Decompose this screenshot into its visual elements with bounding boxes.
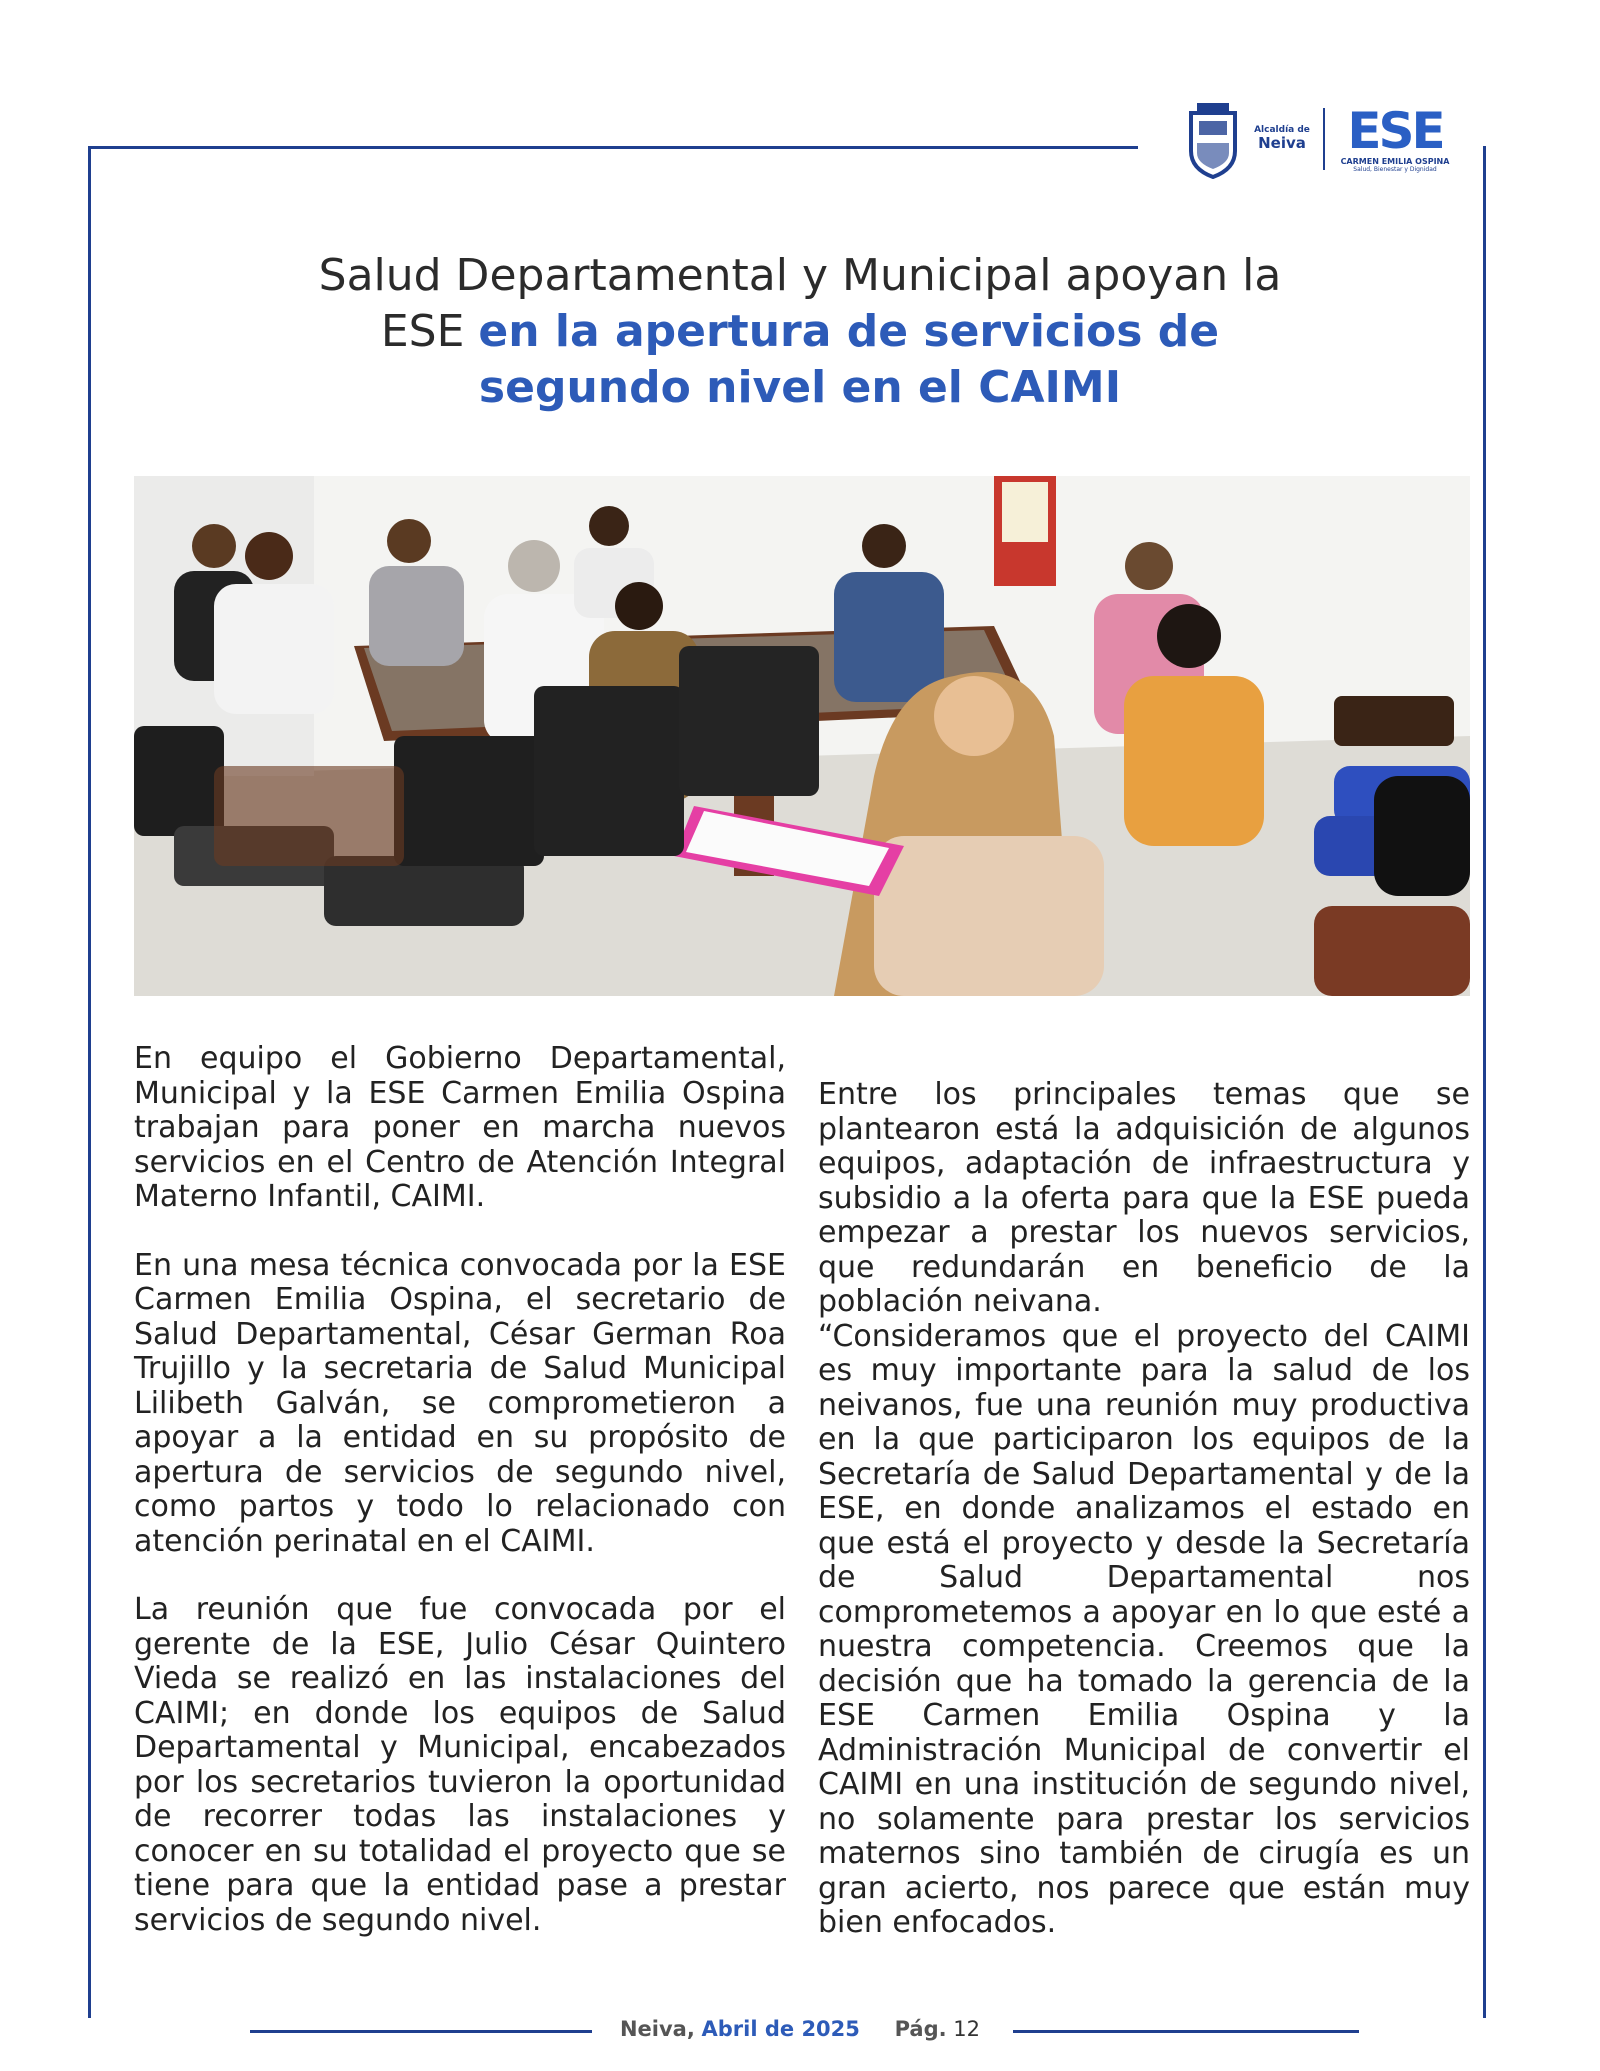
footer-page-label: Pág. xyxy=(894,2017,947,2041)
left-column xyxy=(134,1042,786,1972)
alcaldia-logo xyxy=(1251,126,1313,151)
article-title xyxy=(200,248,1400,416)
right-column xyxy=(818,1078,1470,1941)
logo-separator xyxy=(1323,108,1325,170)
page-footer xyxy=(600,2014,1000,2044)
footer-line-left xyxy=(250,2030,592,2033)
neiva-shield-icon xyxy=(1185,99,1241,179)
frame-right-line xyxy=(1483,146,1486,2018)
title-line-2-light: ESE xyxy=(380,306,479,357)
alcaldia-small-text: Alcaldía de xyxy=(1254,125,1310,136)
ese-mark: ESE xyxy=(1347,102,1443,160)
meeting-photo xyxy=(134,476,1470,996)
title-line-1: Salud Departamental y Municipal apoyan la xyxy=(318,250,1282,301)
left-paragraph-2: En una mesa técnica convocada por la ESE Carmen Emilia Ospina, el secretario de Salud Departamental, César German Roa Trujillo y la secretaria de Salud Municipal Lilibeth Galván, se comprometieron a apoyar a la entidad en su propósito de apertura de servicios de segundo nivel, como partos y todo lo relacionado con atención perinatal en el CAIMI. xyxy=(134,1247,786,1559)
footer-city: Neiva, xyxy=(619,2017,695,2041)
footer-date: Abril de 2025 xyxy=(701,2017,860,2041)
title-line-2-strong: en la apertura de servicios de xyxy=(478,306,1220,357)
alcaldia-big-text: Neiva xyxy=(1258,133,1306,152)
frame-top-line xyxy=(88,146,1138,149)
footer-line-right xyxy=(1013,2030,1359,2033)
right-paragraph-2: “Consideramos que el proyecto del CAIMI es muy importante para la salud de los neivanos, fue una reunión muy productiva en la que participaron los equipos de la Secretaría de Salud Departamental y de la ESE, en donde analizamos el estado en que está el proyecto y desde la Secretaría de Salud Departamental nos comprometemos a apoyar en lo que esté a nuestra competencia. Creemos que la decisión que ha tomado la gerencia de la ESE Carmen Emilia Ospina y la Administración Municipal de convertir el CAIMI en una institución de segundo nivel, no solamente para prestar los servicios maternos sino también de cirugía es un gran acierto, nos parece que están muy bien enfocados. xyxy=(818,1318,1470,1940)
footer-page-number: 12 xyxy=(953,2017,981,2041)
ese-name: CARMEN EMILIA OSPINA xyxy=(1340,157,1450,166)
ese-slogan: Salud, Bienestar y Dignidad xyxy=(1353,166,1437,173)
right-paragraph-1: Entre los principales temas que se plantearon está la adquisición de algunos equipos, adaptación de infraestructura y subsidio a la oferta para que la ESE pueda empezar a prestar los nuevos servicios, que redundarán en beneficio de la población neivana. xyxy=(818,1077,1470,1319)
title-line-3-strong: segundo nivel en el CAIMI xyxy=(478,362,1122,413)
left-paragraph-1: En equipo el Gobierno Departamental, Municipal y la ESE Carmen Emilia Ospina trabajan para poner en marcha nuevos servicios en el Centro de Atención Integral Materno Infantil, CAIMI. xyxy=(134,1041,786,1214)
ese-logo xyxy=(1335,102,1455,173)
left-paragraph-3: La reunión que fue convocada por el gerente de la ESE, Julio César Quintero Vieda se realizó en las instalaciones del CAIMI; en donde los equipos de Salud Departamental y Municipal, encabezados por los secretarios tuvieron la oportunidad de recorrer todas las instalaciones y conocer en su totalidad el proyecto que se tiene para que la entidad pase a prestar servicios de segundo nivel. xyxy=(134,1592,786,1938)
frame-left-line xyxy=(88,146,91,2018)
header-logos xyxy=(1185,94,1485,184)
